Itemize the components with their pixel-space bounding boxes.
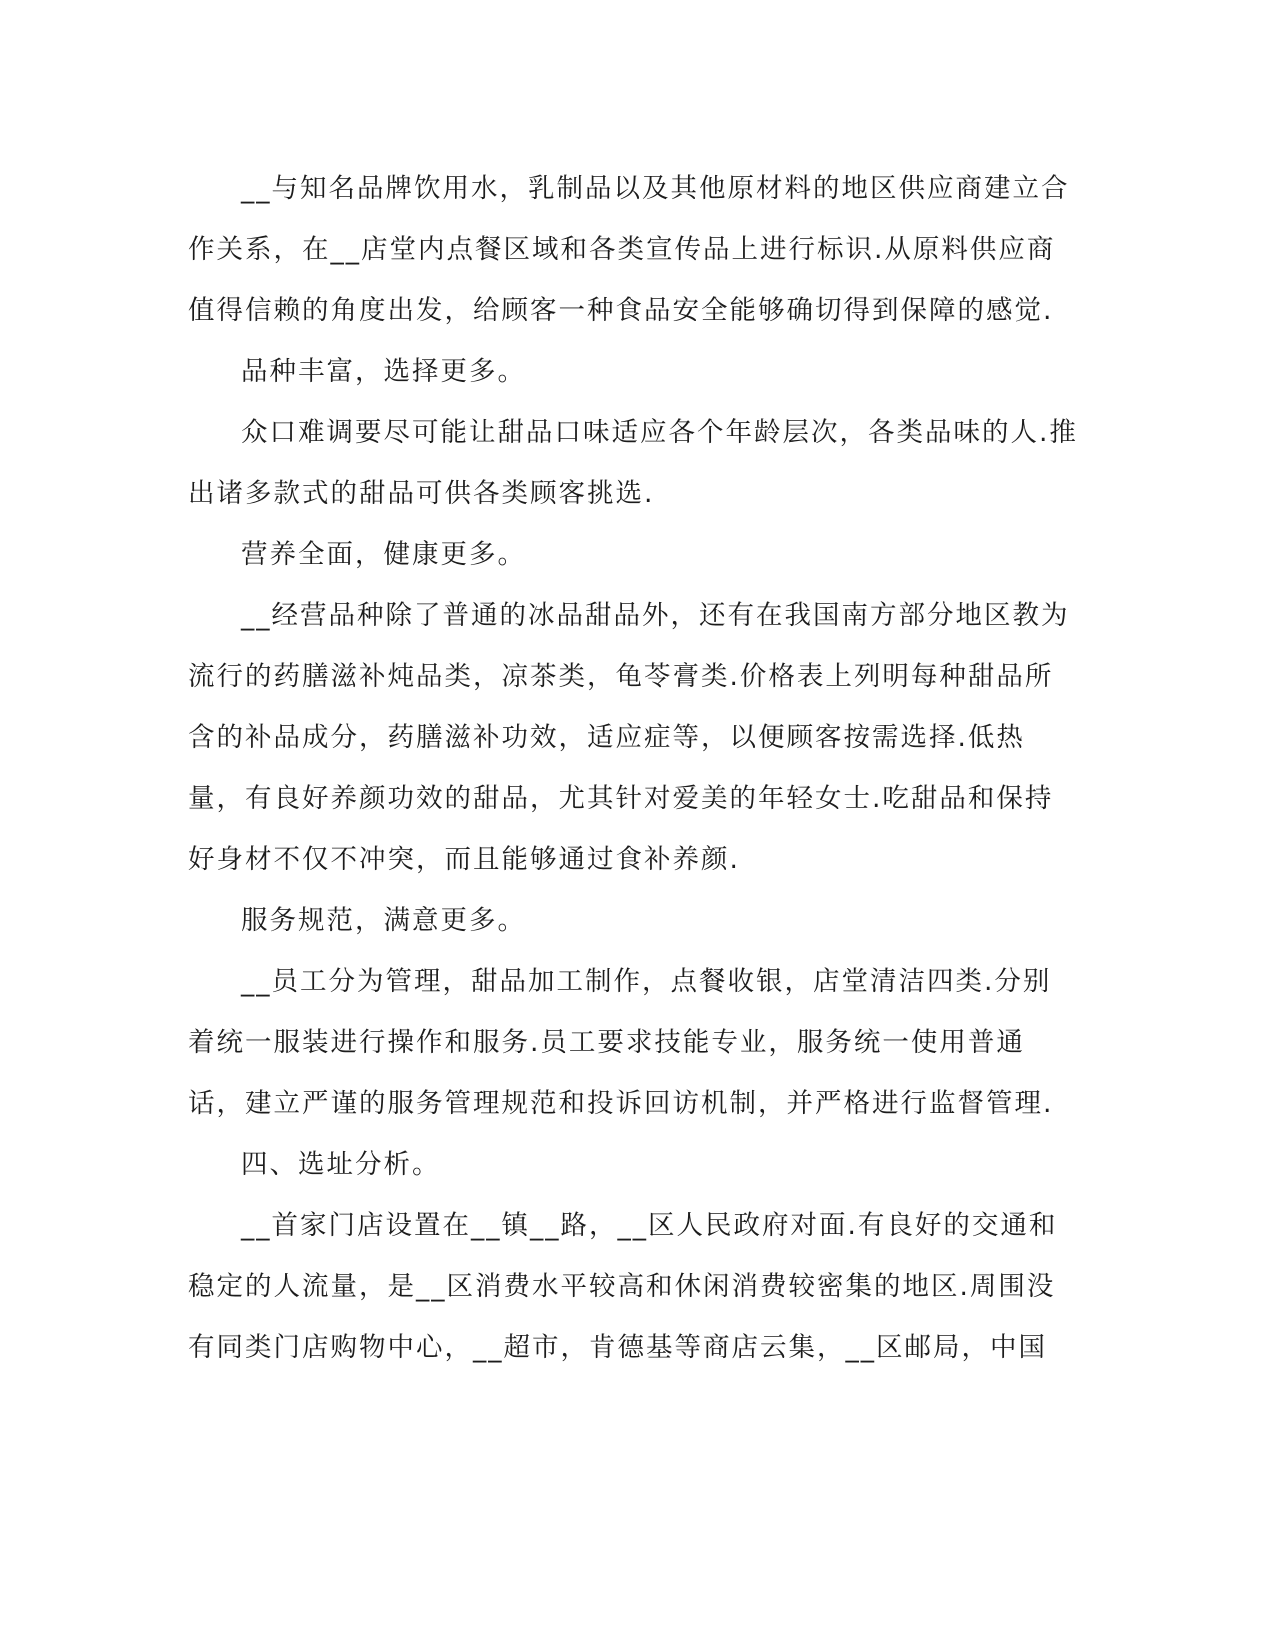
heading-service: 服务规范，满意更多。 (241, 905, 526, 936)
document-body (188, 158, 1078, 1378)
paragraph-nutrition: __经营品种除了普通的冰品甜品外，还有在我国南方部分地区教为流行的药膳滋补炖品类，凉茶类，龟苓膏类.价格表上列明每种甜品所含的补品成分，药膳滋补功效，适应症等，以便顾客按需选择.低热量，有良好养颜功效的甜品，尤其针对爱美的年轻女士.吃甜品和保持好身材不仅不冲突，而且能够通过食补养颜. (188, 600, 1070, 875)
heading-nutrition: 营养全面，健康更多。 (241, 539, 526, 570)
paragraph-variety: 众口难调要尽可能让甜品口味适应各个年龄层次，各类品味的人.推出诸多款式的甜品可供各类顾客挑选. (188, 417, 1078, 509)
heading-site-analysis: 四、选址分析。 (241, 1149, 441, 1180)
heading-variety: 品种丰富，选择更多。 (241, 356, 526, 387)
paragraph-service: __员工分为管理，甜品加工制作，点餐收银，店堂清洁四类.分别着统一服装进行操作和服务.员工要求技能专业，服务统一使用普通话，建立严谨的服务管理规范和投诉回访机制，并严格进行监督管理. (188, 966, 1054, 1119)
paragraph-site-analysis: __首家门店设置在__镇__路，__区人民政府对面.有良好的交通和稳定的人流量，是__区消费水平较高和休闲消费较密集的地区.周围没有同类门店购物中心，__超市，肯德基等商店云集，__区邮局，中国 (188, 1210, 1058, 1363)
paragraph-supplier-cooperation: __与知名品牌饮用水，乳制品以及其他原材料的地区供应商建立合作关系，在__店堂内点餐区域和各类宣传品上进行标识.从原料供应商值得信赖的角度出发，给顾客一种食品安全能够确切得到保障的感觉. (188, 173, 1070, 326)
